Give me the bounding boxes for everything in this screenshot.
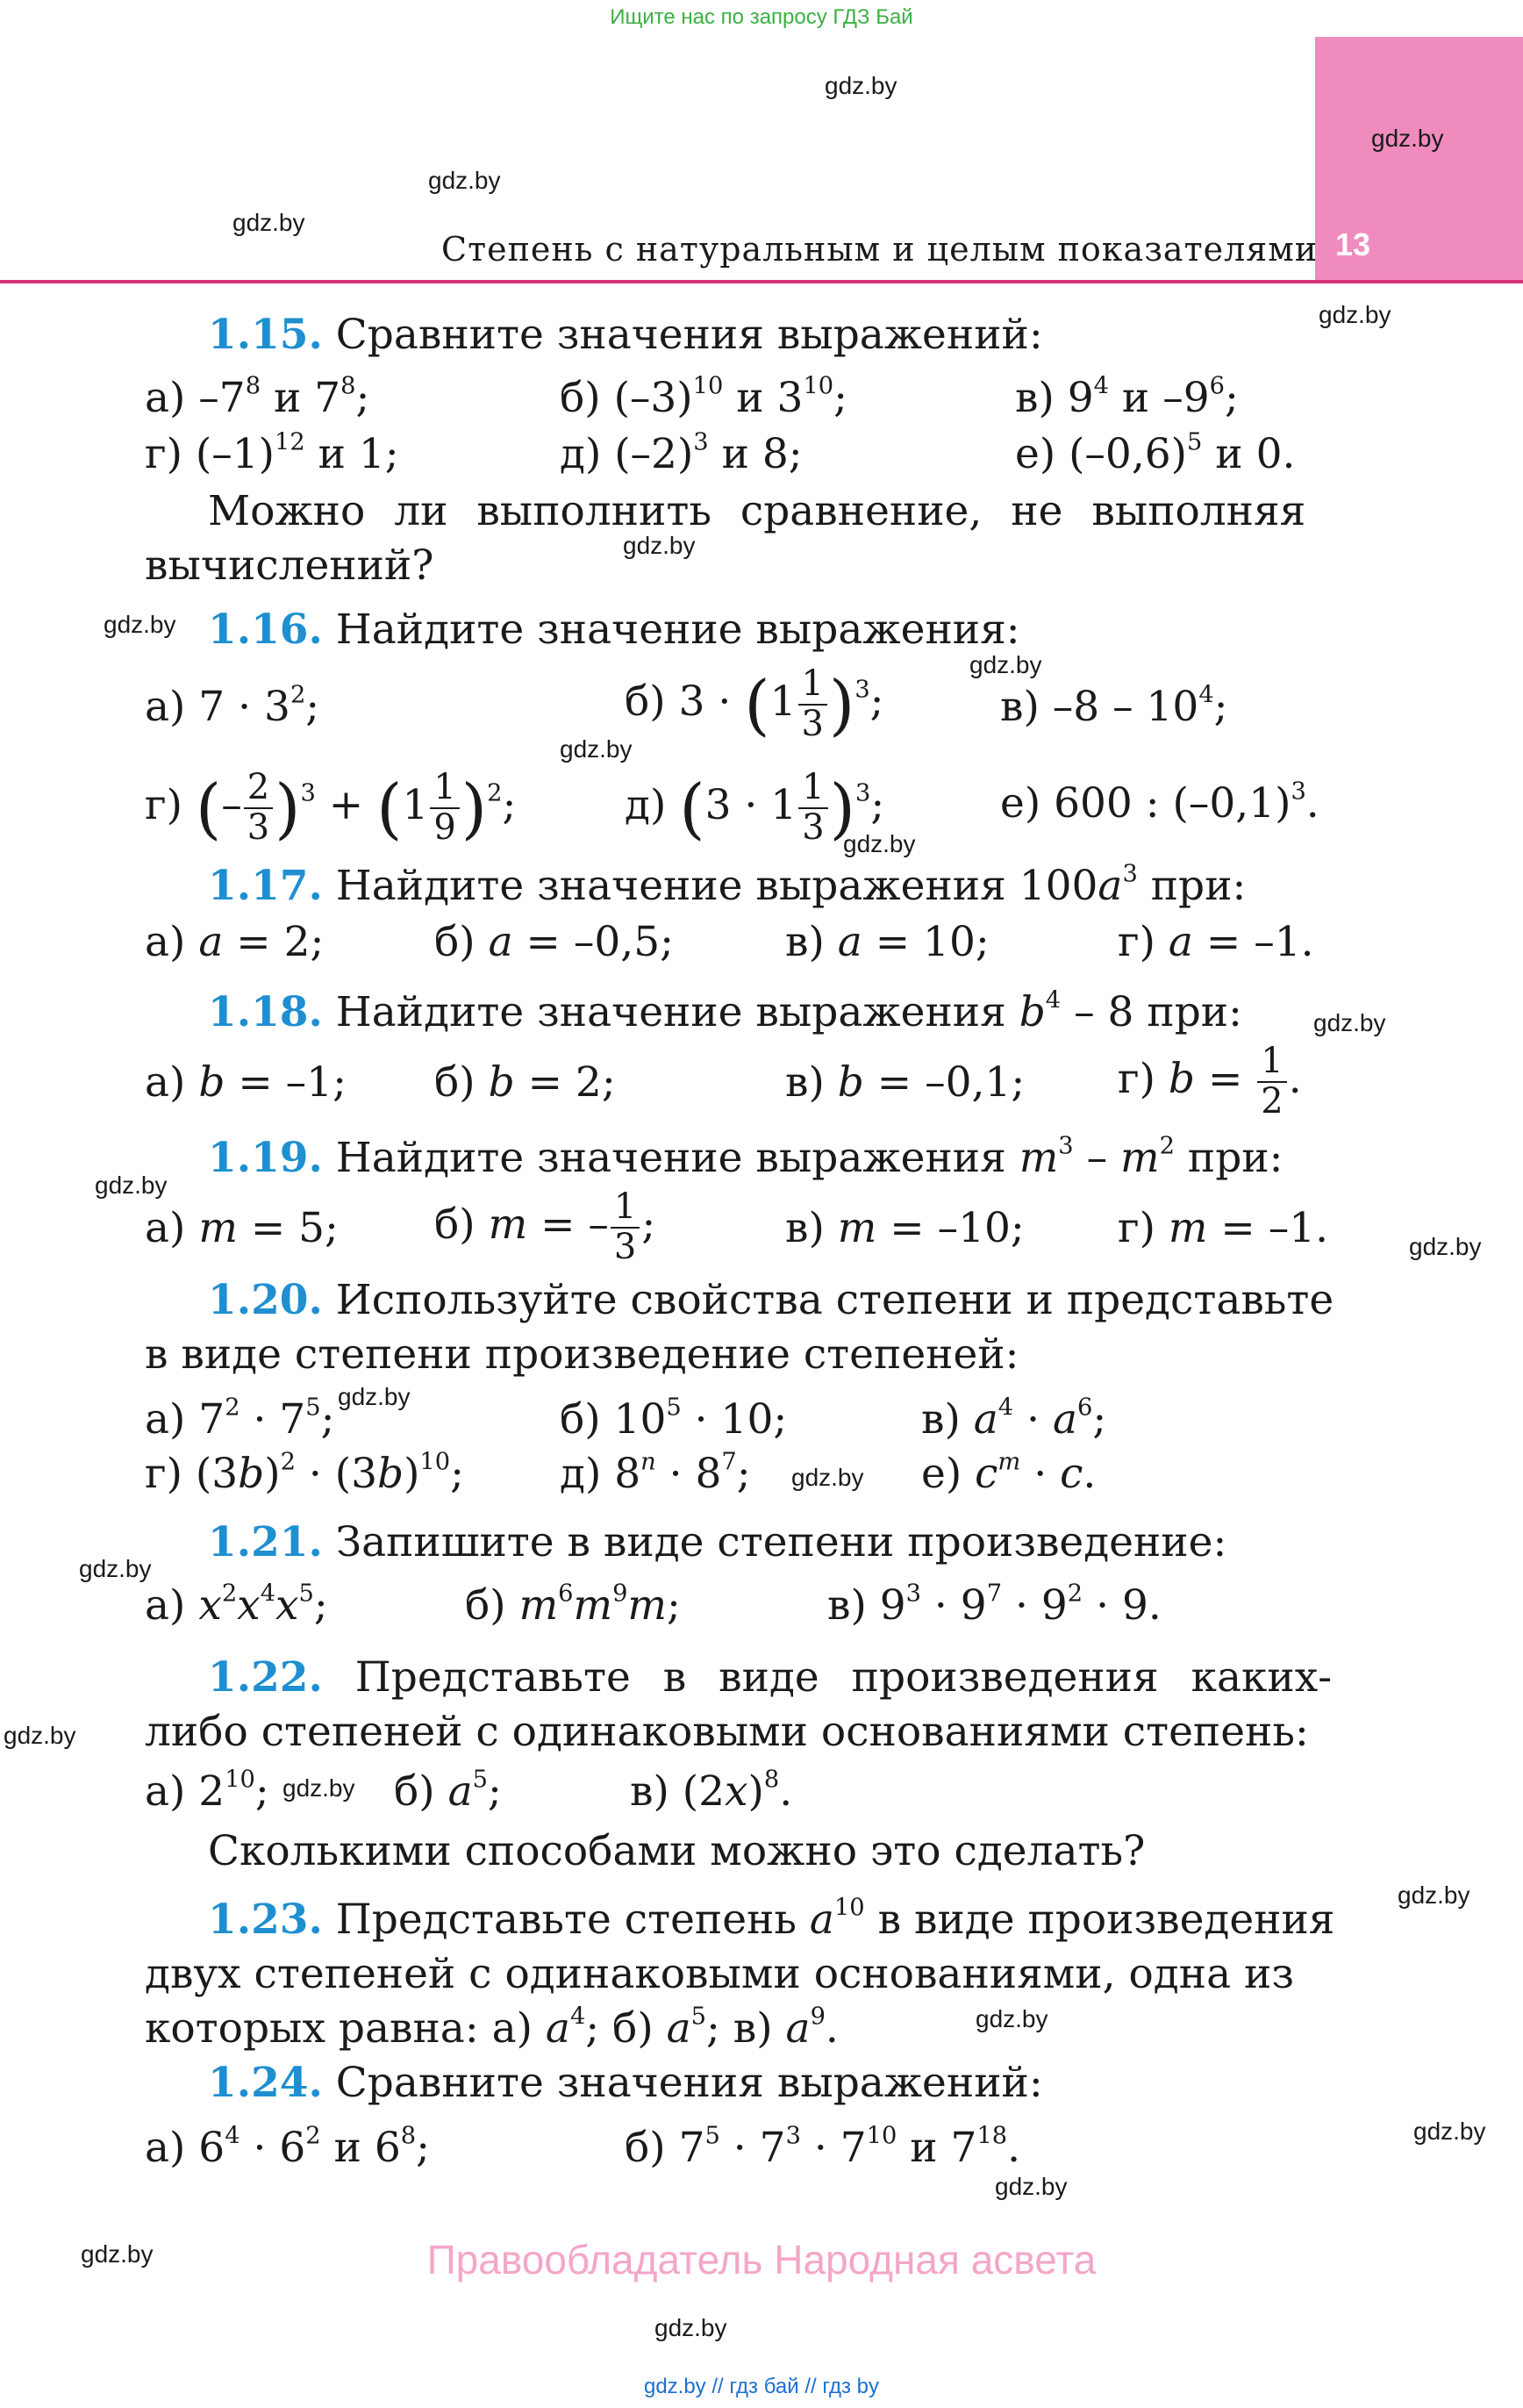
problem-1-24-item-a: а) $6^4 \cdot 6^2$ и $6^8$; xyxy=(145,2122,430,2172)
problem-text: Запишите в виде степени произведение: xyxy=(335,1518,1227,1566)
problem-number: 1.17. xyxy=(208,862,323,910)
problem-1-22-item-a: а) $2^{10}$; xyxy=(145,1766,269,1816)
problem-1-19-item-d: г) m = –1. xyxy=(1118,1204,1329,1252)
watermark: gdz.by xyxy=(825,72,897,99)
problem-1-21-item-c: в) $9^3 \cdot 9^7 \cdot 9^2 \cdot 9$. xyxy=(827,1580,1162,1630)
watermark: gdz.by xyxy=(969,651,1042,678)
problem-1-19-item-b: б) m = – $\frac{1}{3}$ ; xyxy=(434,1186,656,1267)
problem-1-23-text-cont: двух степеней с одинаковыми основаниями, одна из xyxy=(145,1950,1294,1998)
problem-1-15-question-cont: вычислений? xyxy=(145,541,434,590)
problem-1-16-item-c: в) $-8 - 10^4$; xyxy=(1000,681,1228,731)
problem-text: Используйте свойства степени и представьте xyxy=(335,1276,1334,1324)
problem-1-15-item-a: а) $-7^8$ и $7^8$; xyxy=(145,372,370,422)
problem-1-22-question: Сколькими способами можно это сделать? xyxy=(208,1827,1146,1875)
problem-1-20-item-a: а) $7^2 \cdot 7^5$; xyxy=(145,1394,335,1444)
problem-1-21-heading xyxy=(208,1518,1226,1566)
problem-1-19-heading: 1.19. Найдите значение выражения $m^3 - m^2$ при: xyxy=(208,1132,1283,1182)
problem-1-18-item-b: б) b = 2; xyxy=(434,1058,616,1107)
problem-1-16-item-e: д) (3 · 1 $\frac{1}{3}$ )$^3$; xyxy=(625,767,885,848)
watermark: gdz.by xyxy=(791,1464,864,1491)
problem-1-22-item-b: б) $a^5$; xyxy=(394,1766,502,1816)
watermark: gdz.by xyxy=(81,2240,154,2268)
problem-number: 1.21. xyxy=(208,1518,323,1566)
header-rule xyxy=(0,280,1523,283)
problem-1-21-item-a: а) $x^2x^4x^5$; xyxy=(145,1580,328,1630)
problem-1-15-item-e: д) $(-2)^3$ и 8; xyxy=(560,428,803,478)
problem-1-16-item-b: б) 3 · (1 $\frac{1}{3}$ )$^3$; xyxy=(625,663,884,744)
problem-text-cont: которых равна: а) xyxy=(145,2004,546,2053)
problem-1-17-item-d: г) a = –1. xyxy=(1118,918,1314,966)
problem-number: 1.23. xyxy=(208,1896,323,1944)
problem-1-24-heading xyxy=(208,2059,1043,2107)
problem-1-16-item-d: г) (– $\frac{2}{3}$ )$^3$ + (1 $\frac{1}{9}$ )$^2$; xyxy=(145,767,517,848)
problem-number: 1.24. xyxy=(208,2059,323,2107)
problem-number: 1.20. xyxy=(208,1276,323,1324)
problem-1-20-item-b: б) $10^5 \cdot 10$; xyxy=(560,1394,788,1444)
top-search-link[interactable]: Ищите нас по запросу ГДЗ Бай xyxy=(610,5,913,29)
watermark: gdz.by xyxy=(1319,301,1391,328)
running-header: Степень с натуральным и целым показателями xyxy=(441,230,1319,269)
problem-1-24-item-b: б) $7^5 \cdot 7^3 \cdot 7^{10}$ и $7^{18}$. xyxy=(625,2122,1021,2172)
problem-1-16-item-f: е) 600 : $(-0,1)^3$. xyxy=(1000,778,1319,828)
problem-1-21-item-b: б) $m^6m^9m$; xyxy=(465,1580,681,1630)
problem-1-20-text-cont: в виде степени произведение степеней: xyxy=(145,1330,1019,1379)
problem-1-17-heading: 1.17. Найдите значение выражения $100a^3$ при: xyxy=(208,860,1247,910)
problem-1-20-heading xyxy=(208,1276,1334,1324)
problem-1-20-item-d: г) $(3b)^2 \cdot (3b)^{10}$; xyxy=(145,1448,464,1498)
watermark: gdz.by xyxy=(995,2173,1068,2200)
problem-number: 1.18. xyxy=(208,988,323,1036)
bottom-links[interactable]: gdz.by // гдз бай // гдз by xyxy=(643,2375,880,2398)
problem-text-cont: в виде произведения xyxy=(864,1896,1335,1944)
watermark: gdz.by xyxy=(1413,2118,1486,2145)
problem-text: Сравните значения выражений: xyxy=(335,311,1043,359)
problem-text: Сравните значения выражений: xyxy=(335,2059,1043,2107)
problem-1-22-item-c: в) $(2x)^8$. xyxy=(630,1766,793,1816)
problem-1-18-item-d: г) b = $\frac{1}{2}$ . xyxy=(1118,1041,1302,1122)
problem-number: 1.22. xyxy=(208,1653,323,1702)
watermark: gdz.by xyxy=(95,1172,168,1199)
problem-1-23-items: которых равна: а) $a^4$; б) $a^5$; в) $a^9$. xyxy=(145,2003,839,2053)
problem-1-20-item-e: д) $8^n \cdot 8^7$; xyxy=(560,1448,751,1498)
watermark: gdz.by xyxy=(1371,125,1444,152)
problem-text: Найдите значение выражения: xyxy=(335,606,1020,654)
problem-text: Найдите значение выражения xyxy=(335,1134,1019,1182)
problem-1-20-item-f: е) $c^m \cdot c$. xyxy=(921,1448,1097,1498)
page-number: 13 xyxy=(1335,226,1371,262)
problem-1-15-heading xyxy=(208,311,1043,359)
watermark: gdz.by xyxy=(338,1383,411,1410)
watermark: gdz.by xyxy=(104,611,176,638)
problem-1-17-item-b: б) a = –0,5; xyxy=(434,918,674,966)
watermark: gdz.by xyxy=(654,2314,727,2341)
problem-1-15-item-f: е) $(-0,6)^5$ и 0. xyxy=(1015,428,1296,478)
watermark: gdz.by xyxy=(4,1722,76,1749)
problem-text: Найдите значение выражения xyxy=(335,988,1019,1036)
problem-1-15-item-b: б) $(-3)^{10}$ и $3^{10}$; xyxy=(560,372,847,422)
watermark: gdz.by xyxy=(623,532,696,559)
problem-1-19-item-c: в) m = –10; xyxy=(785,1204,1025,1252)
problem-number: 1.16. xyxy=(208,606,323,654)
problem-1-17-item-c: в) a = 10; xyxy=(785,918,990,966)
watermark: gdz.by xyxy=(1398,1881,1470,1909)
problem-1-22-heading xyxy=(208,1653,1332,1702)
problem-number: 1.15. xyxy=(208,311,323,359)
problem-1-17-item-a: а) a = 2; xyxy=(145,918,325,966)
problem-number: 1.19. xyxy=(208,1134,323,1182)
problem-1-18-heading: 1.18. Найдите значение выражения $b^4 - 8$ при: xyxy=(208,986,1242,1036)
watermark: gdz.by xyxy=(79,1555,152,1582)
problem-1-18-item-a: а) b = –1; xyxy=(145,1058,347,1107)
problem-1-20-item-c: в) $a^4 \cdot a^6$; xyxy=(921,1394,1107,1444)
problem-1-15-item-c: в) $9^4$ и $-9^6$; xyxy=(1015,372,1239,422)
watermark: gdz.by xyxy=(232,209,305,236)
problem-1-22-text-cont: либо степеней с одинаковыми основаниями степень: xyxy=(145,1708,1309,1756)
watermark: gdz.by xyxy=(1313,1009,1386,1036)
watermark: gdz.by xyxy=(282,1774,355,1802)
problem-text: Найдите значение выражения 100 xyxy=(335,862,1098,910)
problem-1-16-heading xyxy=(208,606,1020,654)
problem-1-18-item-c: в) b = –0,1; xyxy=(785,1058,1026,1107)
watermark: gdz.by xyxy=(976,2005,1048,2032)
watermark: gdz.by xyxy=(1409,1233,1482,1260)
problem-1-23-heading: 1.23. Представьте степень $a^{10}$ в виде произведения xyxy=(208,1894,1335,1944)
watermark: gdz.by xyxy=(428,167,501,194)
problem-1-16-item-a: а) $7 \cdot 3^2$; xyxy=(145,681,320,731)
problem-1-19-item-a: а) m = 5; xyxy=(145,1204,339,1252)
copyright-footer: Правообладатель Народная асвета xyxy=(426,2237,1097,2283)
problem-text: Представьте в виде произведения каких- xyxy=(354,1653,1333,1702)
watermark: gdz.by xyxy=(843,830,916,857)
problem-1-15-item-d: г) $(-1)^{12}$ и 1; xyxy=(145,428,399,478)
problem-1-15-question: Можно ли выполнить сравнение, не выполняя xyxy=(208,487,1306,535)
problem-text: Представьте степень xyxy=(335,1896,810,1944)
watermark: gdz.by xyxy=(560,735,633,763)
